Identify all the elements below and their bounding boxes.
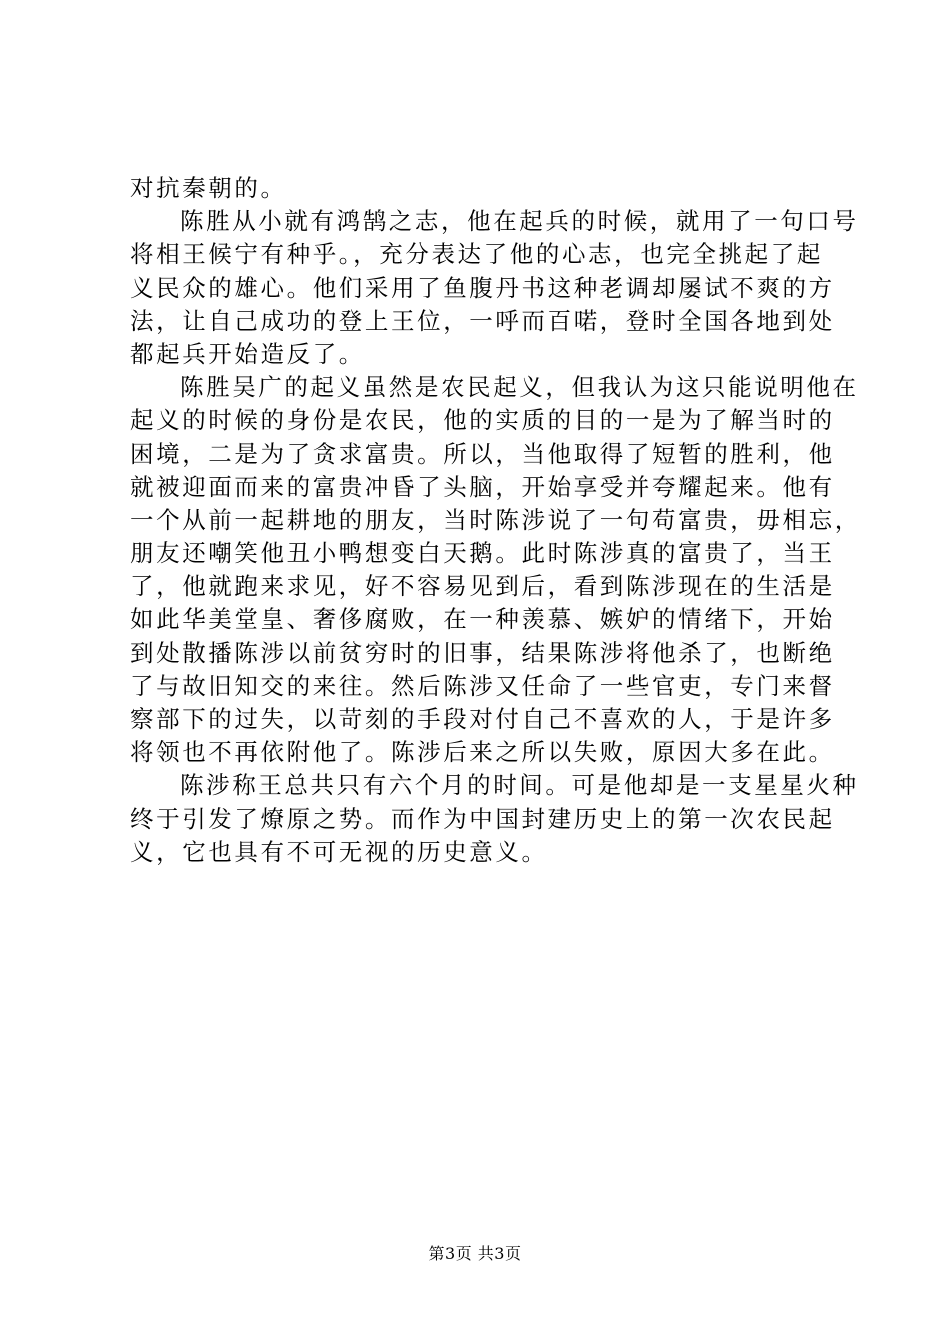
- text-line: 义，它也具有不可无视的历史意义。: [130, 837, 548, 866]
- text-line: 法，让自己成功的登上王位，一呼而百喏，登时全国各地到处: [130, 306, 835, 335]
- text-line: 就被迎面而来的富贵冲昏了头脑，开始享受并夸耀起来。他有: [130, 472, 835, 501]
- text-line: 义民众的雄心。他们采用了鱼腹丹书这种老调却屡试不爽的方: [130, 273, 835, 302]
- text-line: 了，他就跑来求见，好不容易见到后，看到陈涉现在的生活是: [130, 572, 835, 601]
- text-line: 到处散播陈涉以前贫穷时的旧事，结果陈涉将他杀了，也断绝: [130, 638, 835, 667]
- text-line: 将相王候宁有种乎。，充分表达了他的心志，也完全挑起了起: [130, 240, 823, 269]
- body-text: [130, 172, 861, 869]
- text-line: 终于引发了燎原之势。而作为中国封建历史上的第一次农民起: [130, 804, 835, 833]
- text-line: 困境，二是为了贪求富贵。所以，当他取得了短暂的胜利，他: [130, 439, 835, 468]
- text-line: 对抗秦朝的。: [130, 174, 287, 202]
- page-number-footer: 第3页 共3页: [428, 1244, 522, 1263]
- text-line: 都起兵开始造反了。: [130, 339, 365, 368]
- text-line: 了与故旧知交的来往。然后陈涉又任命了一些官吏，专门来督: [130, 671, 835, 700]
- text-line: 朋友还嘲笑他丑小鸭想变白天鹅。此时陈涉真的富贵了，当王: [130, 539, 835, 568]
- text-line: 一个从前一起耕地的朋友，当时陈涉说了一句苟富贵，毋相忘，: [130, 505, 861, 534]
- paragraph-start-line: 陈胜从小就有鸿鹄之志，他在起兵的时候，就用了一句口号: [180, 207, 859, 236]
- paragraph-start-line: 陈胜吴广的起义虽然是农民起义，但我认为这只能说明他在: [180, 373, 859, 402]
- text-line: 将领也不再依附他了。陈涉后来之所以失败，原因大多在此。: [130, 738, 835, 767]
- text-line: 起义的时候的身份是农民，他的实质的目的一是为了解当时的: [130, 406, 835, 435]
- paragraph-start-line: 陈涉称王总共只有六个月的时间。可是他却是一支星星火种: [180, 771, 859, 800]
- text-line: 如此华美堂皇、奢侈腐败，在一种羡慕、嫉妒的情绪下，开始: [130, 605, 835, 634]
- text-line: 察部下的过失，以苛刻的手段对付自己不喜欢的人，于是许多: [130, 705, 835, 733]
